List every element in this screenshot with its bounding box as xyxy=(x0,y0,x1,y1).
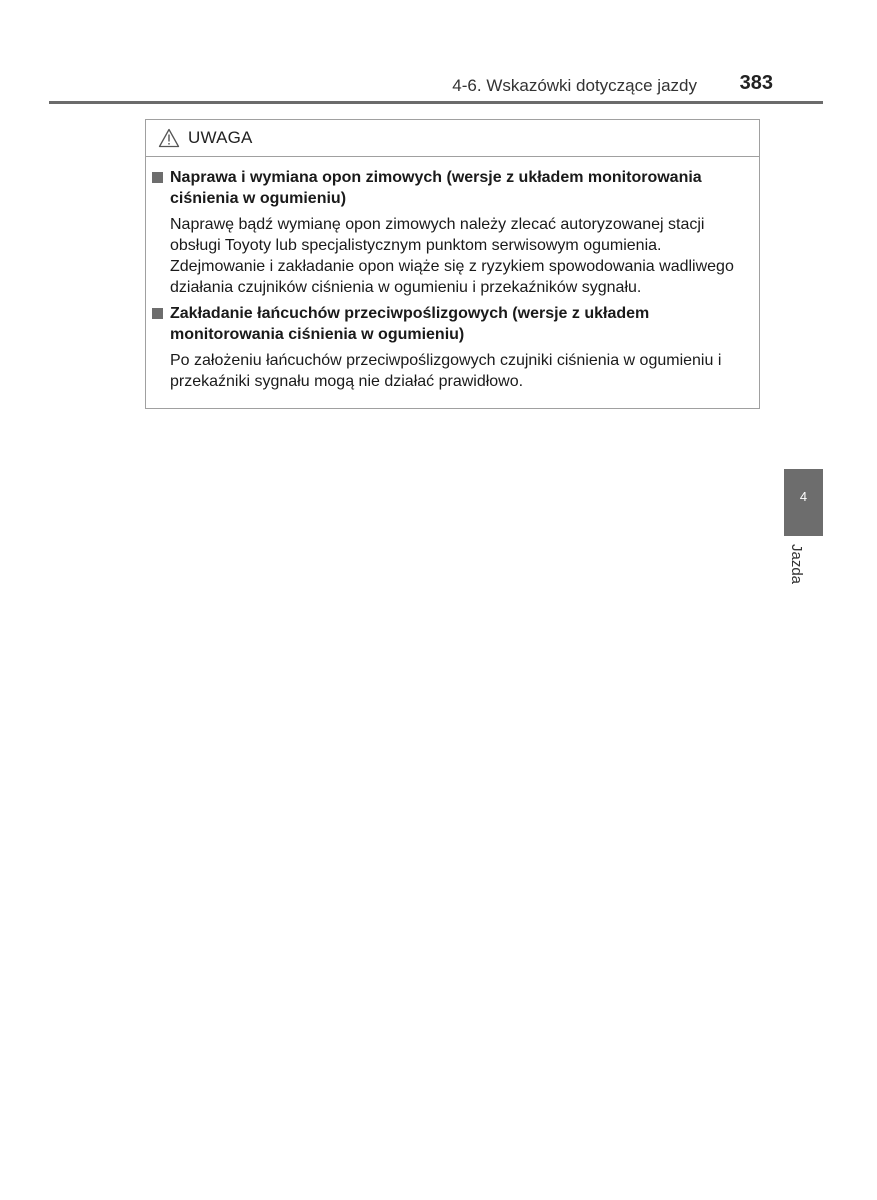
chapter-number: 4 xyxy=(799,489,808,504)
warning-header xyxy=(146,120,759,157)
chapter-tab xyxy=(784,469,823,536)
section-body: Po założeniu łańcuchów przeciwpoślizgowych czujniki ciśnienia w ogumieniu i przekaźniki sygnału mogą nie działać prawidłowo. xyxy=(170,352,722,390)
warning-title: UWAGA xyxy=(188,128,253,147)
page-number: 383 xyxy=(739,72,773,94)
warning-triangle-icon xyxy=(158,128,180,148)
section-title: 4-6. Wskazówki dotyczące jazdy xyxy=(452,76,697,95)
warning-box xyxy=(145,119,760,409)
square-bullet-icon xyxy=(152,172,163,183)
square-bullet-icon xyxy=(152,308,163,319)
warning-section xyxy=(146,167,759,298)
header-divider xyxy=(49,101,823,104)
section-body: Naprawę bądź wymianę opon zimowych należy zlecać autoryzowanej stacji obsługi Toyoty lub specjalistycznym punktom serwisowym ogumienia. Zdejmowanie i zakładanie opon wiąże się z ryzykiem spowodowania wadliwego działania czujników ciśnienia w ogumieniu i przekaźników sygnału. xyxy=(170,216,734,296)
section-heading: Zakładanie łańcuchów przeciwpoślizgowych (wersje z układem monitorowania ciśnienia w ogumieniu) xyxy=(170,305,650,343)
warning-section xyxy=(146,303,759,392)
chapter-label: Jazda xyxy=(788,544,805,585)
section-heading: Naprawa i wymiana opon zimowych (wersje z układem monitorowania ciśnienia w ogumieniu) xyxy=(170,169,702,207)
